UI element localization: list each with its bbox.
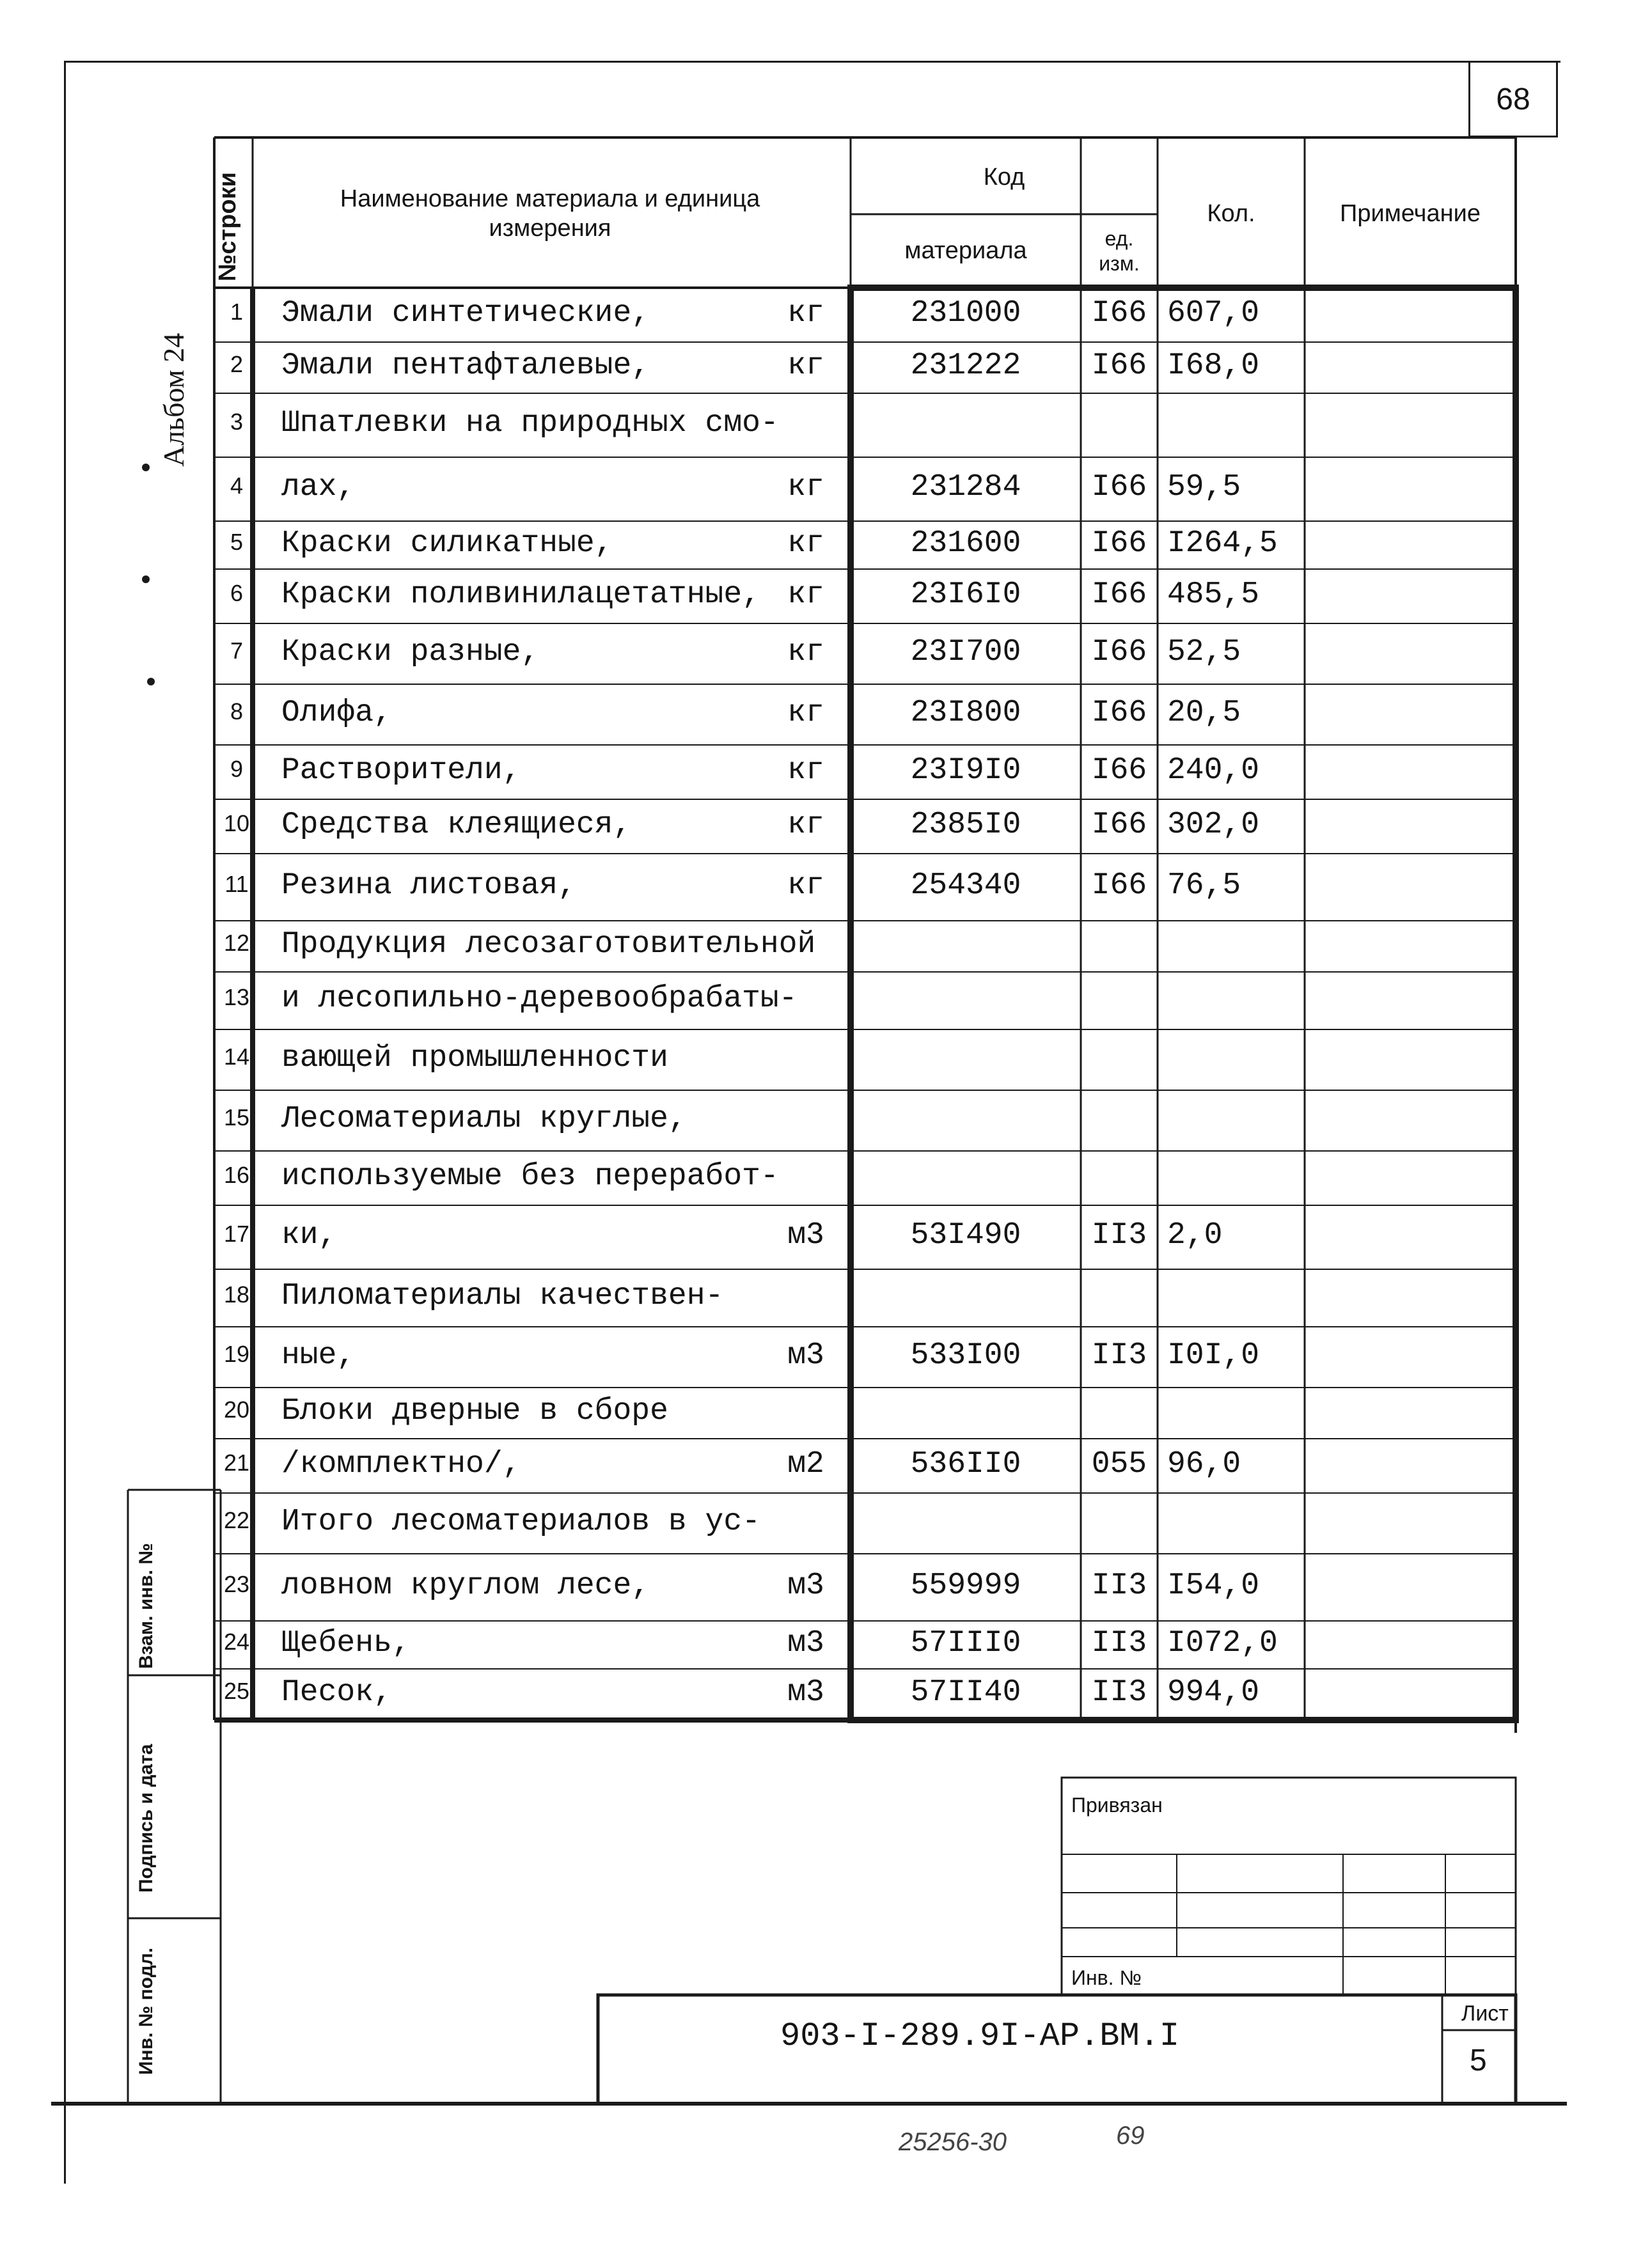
unit-code: II3 (1091, 1675, 1147, 1710)
unit-of-measure: кг (787, 526, 824, 561)
row-number: 12 (223, 930, 250, 956)
row-number: 16 (223, 1161, 250, 1188)
material-name: Средства клеящиеся, (281, 807, 632, 842)
quantity-value: 607,0 (1167, 295, 1260, 331)
unit-of-measure: м3 (787, 1338, 824, 1373)
material-name: Эмали синтетические, (281, 295, 650, 331)
header-quantity: Кол. (1207, 200, 1255, 228)
material-name: ные, (281, 1338, 356, 1373)
stamp-inv-podl: Инв. № подл. (136, 1947, 157, 2075)
row-number: 10 (223, 809, 250, 836)
material-code: 57III0 (910, 1625, 1021, 1661)
unit-of-measure: кг (787, 295, 824, 331)
quantity-value: I072,0 (1167, 1625, 1278, 1661)
material-name: Песок, (281, 1675, 392, 1710)
material-name: Шпатлевки на природных смо- (281, 406, 779, 441)
row-number: 25 (223, 1678, 250, 1704)
unit-code: II3 (1091, 1625, 1147, 1661)
quantity-value: 485,5 (1167, 577, 1260, 612)
unit-code: I66 (1091, 577, 1147, 612)
quantity-value: 20,5 (1167, 695, 1241, 730)
unit-code: I66 (1091, 868, 1147, 903)
quantity-value: 59,5 (1167, 470, 1241, 504)
material-name: Краски поливинилацетатные, (281, 577, 760, 612)
quantity-value: I264,5 (1167, 526, 1278, 561)
row-number: 18 (223, 1281, 250, 1308)
album-label: Альбом 24 (157, 332, 190, 467)
material-name: Пиломатериалы качествен- (281, 1279, 724, 1313)
row-number: 13 (223, 984, 250, 1010)
unit-of-measure: кг (787, 695, 824, 730)
unit-of-measure: кг (787, 868, 824, 903)
unit-code: I66 (1091, 295, 1147, 331)
row-number: 23 (223, 1570, 250, 1597)
material-name: Краски силикатные, (281, 526, 613, 561)
material-name: ки, (281, 1218, 337, 1253)
row-number: 7 (230, 637, 244, 664)
quantity-value: 2,0 (1167, 1218, 1223, 1253)
material-name: Лесоматериалы круглые, (281, 1101, 687, 1136)
unit-code: I66 (1091, 753, 1147, 788)
quantity-value: I0I,0 (1167, 1338, 1260, 1373)
material-name: /комплектно/, (281, 1446, 521, 1482)
stamp-signature-date: Подпись и дата (136, 1744, 157, 1893)
row-number: 9 (230, 755, 244, 782)
material-code: 53I490 (910, 1218, 1021, 1253)
unit-of-measure: м3 (787, 1625, 824, 1661)
header-code-unit: ед. изм. (1099, 227, 1140, 275)
header-note: Примечание (1340, 200, 1481, 228)
material-code: 23I700 (910, 634, 1021, 669)
unit-of-measure: кг (787, 470, 824, 504)
unit-of-measure: м2 (787, 1446, 824, 1482)
sheet-label: Лист (1461, 2001, 1509, 2026)
unit-of-measure: кг (787, 348, 824, 383)
row-number: 2 (230, 351, 244, 377)
row-number: 20 (223, 1396, 250, 1423)
corner-page-number: 68 (1468, 61, 1558, 137)
unit-of-measure: м3 (787, 1568, 824, 1603)
material-code: 23I6I0 (910, 577, 1021, 612)
material-code: 23I800 (910, 695, 1021, 730)
material-name: лах, (281, 470, 356, 504)
unit-code: I66 (1091, 526, 1147, 561)
unit-of-measure: кг (787, 753, 824, 788)
row-number: 19 (223, 1340, 250, 1367)
unit-code: I66 (1091, 634, 1147, 669)
material-name: ловном круглом лесе, (281, 1568, 650, 1603)
material-name: Краски разные, (281, 634, 540, 669)
header-code-group: Код (983, 163, 1025, 191)
material-code: 231600 (910, 526, 1021, 561)
material-name: вающей промышленности (281, 1040, 668, 1075)
quantity-value: 76,5 (1167, 868, 1241, 903)
unit-code: I66 (1091, 470, 1147, 504)
unit-of-measure: м3 (787, 1675, 824, 1710)
row-number: 6 (230, 579, 244, 606)
material-name: Щебень, (281, 1625, 411, 1661)
unit-code: 055 (1091, 1446, 1147, 1482)
unit-of-measure: м3 (787, 1218, 824, 1253)
unit-code: I66 (1091, 807, 1147, 842)
row-number: 15 (223, 1104, 250, 1130)
unit-code: I66 (1091, 348, 1147, 383)
unit-code: II3 (1091, 1338, 1147, 1373)
material-code: 231000 (910, 295, 1021, 331)
material-code: 533I00 (910, 1338, 1021, 1373)
row-number: 17 (223, 1221, 250, 1247)
row-number: 22 (223, 1506, 250, 1533)
quantity-value: I68,0 (1167, 348, 1260, 383)
quantity-value: 96,0 (1167, 1446, 1241, 1482)
material-name: Продукция лесозаготовительной (281, 927, 816, 962)
material-name: Растворители, (281, 753, 521, 788)
quantity-value: 302,0 (1167, 807, 1260, 842)
unit-of-measure: кг (787, 807, 824, 842)
inv-no-label: Инв. № (1071, 1966, 1142, 1989)
footer-page-number: 69 (1116, 2122, 1145, 2150)
document-code: 903-I-289.9I-АР.ВМ.I (780, 2017, 1180, 2055)
row-number: 8 (230, 698, 244, 724)
material-code: 231222 (910, 348, 1021, 383)
stamp-vzam-inv: Взам. инв. № (136, 1543, 157, 1669)
row-number: 14 (223, 1043, 250, 1070)
material-code: 536II0 (910, 1446, 1021, 1482)
sheet-number: 5 (1470, 2044, 1487, 2077)
header-code-material: материала (904, 237, 1027, 264)
material-name: Итого лесоматериалов в ус- (281, 1504, 760, 1539)
quantity-value: 240,0 (1167, 753, 1260, 788)
unit-code: I66 (1091, 695, 1147, 730)
quantity-value: 52,5 (1167, 634, 1241, 669)
row-number: 11 (224, 870, 249, 897)
material-code: 57II40 (910, 1675, 1021, 1710)
unit-code: II3 (1091, 1218, 1147, 1253)
material-name: Резина листовая, (281, 868, 576, 903)
material-code: 559999 (910, 1568, 1021, 1603)
material-code: 2385I0 (910, 807, 1021, 842)
quantity-value: 994,0 (1167, 1675, 1260, 1710)
material-name: Эмали пентафталевые, (281, 348, 650, 383)
row-number: 1 (230, 298, 244, 325)
material-code: 23I9I0 (910, 753, 1021, 788)
row-number: 24 (223, 1628, 250, 1655)
row-number: 21 (223, 1449, 250, 1476)
quantity-value: I54,0 (1167, 1568, 1260, 1603)
material-code: 231284 (910, 470, 1021, 504)
privyazan-label: Привязан (1071, 1794, 1163, 1817)
unit-code: II3 (1091, 1568, 1147, 1603)
material-name: Олифа, (281, 695, 392, 730)
material-code: 254340 (910, 868, 1021, 903)
material-name: и лесопильно-деревообрабаты- (281, 981, 798, 1016)
material-name: Блоки дверные в сборе (281, 1394, 668, 1428)
unit-of-measure: кг (787, 634, 824, 669)
header-row-number: №строки (214, 172, 241, 281)
row-number: 3 (230, 409, 244, 435)
material-name: используемые без переработ- (281, 1159, 779, 1194)
row-number: 5 (230, 528, 244, 555)
order-number: 25256-30 (899, 2128, 1007, 2156)
header-name: Наименование материала и единица измерения (340, 185, 760, 242)
row-number: 4 (230, 473, 244, 499)
unit-of-measure: кг (787, 577, 824, 612)
